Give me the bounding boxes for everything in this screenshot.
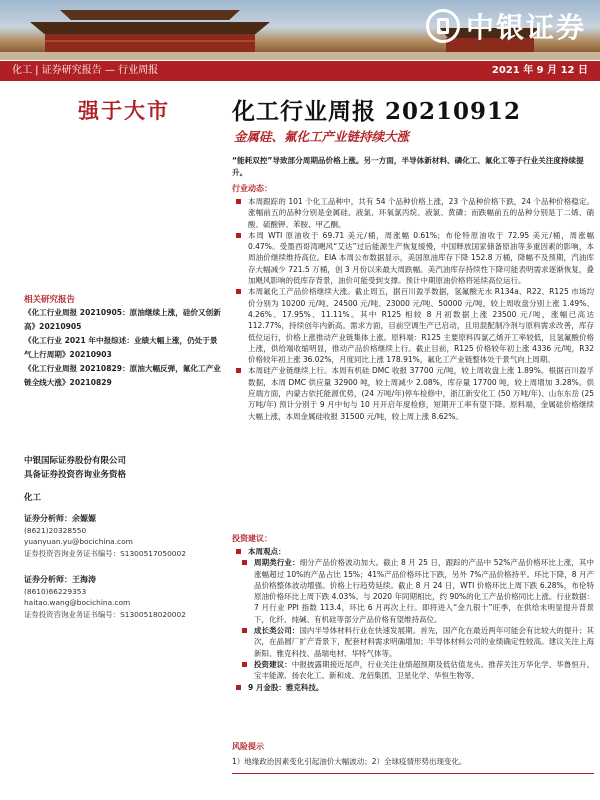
report-title: 化工行业周报 20210912 [232,98,522,125]
analyst-email[interactable]: yuanyuan.yu@bocichina.com [24,537,133,546]
analyst-email[interactable]: haitao.wang@bocichina.com [24,598,131,607]
palace-roof [30,22,270,34]
related-report-item[interactable]: 《化工行业周报 20210905：原油继续上涨，硅价又创新高》20210905 [24,308,221,331]
analyst-name: 证券分析师：王海涛 [24,575,96,584]
industry-bullet: 本周硅产业链继续上行。本周有机硅 DMC 收报 37700 元/吨，较上周收盘上涨 1.89%。根据百川盈孚数据，本周 DMC 供应量 32900 吨，较上周减少 2.08%，库存量 17700 吨，较上周增加 3.28%。供应端方面，内蒙古依托能源优势，(24 万吨/年)停车检修中，浙江新安化工 (50 万吨/年)、山东东岳 (25 万吨/年) 预计分别于 9 月中旬与 10 月开启年度检修，短期开工率有望下降。原料端，金属硅价格继续大幅上涨，本周金属硅收报 31500 元/吨，较上周上涨 8.62%。 [232,365,594,421]
monthly-pick-bullet [232,682,594,693]
footer-divider [232,773,594,774]
analyst-block [24,513,220,559]
related-reports-title: 相关研究报告 [24,295,76,305]
industry-bullet: 本周氟化工产品价格继续大涨。截止周五，据百川盈孚数据，氢氟酸无水 R134a、R22、R125 市场均价分别为 10200 元/吨、24500 元/吨、23000 元/吨、50000 元/吨，较上周收盘分别上涨 1.49%、4.26%、17.95%、11.11%。其中 R125 相较 8 月初数据上涨 23500 元/吨，涨幅已高达 112.77%，持续创年内新高。需求方面，目前空调生产已启动，且用混配制冷剂与原料需求改善，库存低位运行，价格上涨推动产业链集体上涨。原料端：R125 主要原料四氯乙烯开工率较低，且氢氟酸价格上涨，供给端收缩明显，推动产品价格继续上行。截止目前，R125 价格较年初上涨 4336 元/吨，R32 价格较年初上涨 36.02%，月度同比上涨 178.91%，氟化工产业链整体处于景气向上周期。 [232,286,594,365]
investment-bullet [232,625,594,659]
analyst-cert: 证券投资咨询业务证书编号：S1300517050002 [24,548,186,558]
analyst-block [24,574,220,620]
bullet-lead: 本周观点： [248,547,286,556]
bullet-lead: 周期类行业： [254,558,300,568]
bullet-lead: 9 月金股： [248,682,286,692]
industry-bullets [232,196,594,422]
investment-bullet [232,659,594,682]
bullet-text: 中报披露期接近尾声，行业关注业绩超预期及低估值龙头。推荐关注万华化学、华鲁恒升、宝丰能源、扬农化工、新和成、龙佰集团、卫星化学、华恒生物等。 [254,659,595,681]
bullet-lead: 投资建议： [254,659,292,669]
analyst-phone: (8610)66229353 [24,586,87,596]
industry-rating: 强于大市 [78,98,170,123]
company-name: 中银国际证券股份有限公司 具备证券投资咨询业务资格 [24,456,127,480]
palace-steps [0,52,600,60]
palace-hall [45,34,255,52]
sidebar [0,81,220,800]
risk-text: 1）地缘政治因素变化引起油价大幅波动；2）全球疫情形势出现变化。 [232,757,467,766]
brand-name: 中银证券 [465,11,586,44]
industry-bullet: 本周 WTI 原油收于 69.71 美元/桶，周涨幅 0.61%；布伦特原油收于 72.95 美元/桶，周涨幅 0.47%。受墨西哥湾飓风“艾达”过后能源生产恢复缓慢，中国释放国家储备原油等多重因素的影响，本周油价继续维持高位。EIA 本周公布数据显示，美国原油库存下降 152.8 万桶，降幅不及预期，汽油库存大幅减少 721.5 万桶，创 3 月份以来最大周跌幅。美汽油库存持续性下降可能表明需求逐渐恢复，叠加飓风影响的低库存背景，油价可能受到支撑。预计中期原油价格将延续高位运行。 [232,230,594,286]
risk-heading: 风险提示 [232,742,264,751]
header-banner [0,0,600,60]
related-report-item[interactable]: 《化工行业 2021 年中报综述：业绩大幅上涨，仍处于景气上行周期》20210903 [24,336,218,359]
brand-logo [426,6,586,46]
bullet-lead: 成长类公司： [254,626,300,636]
bullet-text: 雅克科技。 [285,682,324,692]
report-category: 化工 | 证券研究报告 — 行业周报 [12,65,159,76]
investment-bullet [232,557,594,625]
industry-bullet: 本周跟踪的 101 个化工品种中，共有 54 个品种价格上涨，23 个品种价格下跌，24 个品种价格稳定。涨幅前五的品种分别是金属硅、液氯、环氧氯丙烷、液氯、黄磷；而跌幅前五的品种分别是丁二烯、硝酸、硫酸钾、苯胺、甲乙酮。 [232,196,594,230]
analyst-name: 证券分析师：余嫄嫄 [24,514,96,523]
analyst-phone: (8621)20328550 [24,525,87,535]
bank-logo-icon [426,9,460,43]
related-reports-list [24,306,224,390]
bullet-text: 细分产品价格波动加大。截止 8 月 25 日，跟踪的产品中 52%产品价格环比上涨，其中涨幅超过 10%的产品占比 15%；41%产品价格环比下跌，另外 7%产品价格持平。环比下降，8 月产品价格整体波动增强。价格上行趋势延续。截止 8 月 24 日，WTI 价格环比上周下跌 6.28%，布伦特原油价格环比上周下跌 4.03%。与 2020 年同期相比，约 90%的化工产品价格同比上涨。行业数据：7 月行业 PPI 指数 113.4，环比 6 月再次上行。即将进入“金九银十”旺季，在供给未明显提升背景下，化纤、纯碱、有机硅等部分产品价格有望维持高位。 [254,558,595,624]
analyst-cert: 证券投资咨询业务证书编号：S1300518020002 [24,609,186,619]
category-bar [0,61,600,81]
report-summary: “能耗双控”导致部分周期品价格上涨。另一方面，半导体新材料、磷化工、氟化工等子行业关注度持续提升。 [232,156,584,177]
sector-label: 化工 [24,493,42,503]
palace-roof-upper [60,10,240,20]
investment-section-heading: 投资建议： [232,534,272,543]
related-report-item[interactable]: 《化工行业周报 20210829：原油大幅反弹，氟化工产业链全线大涨》20210829 [24,364,221,387]
report-date: 2021 年 9 月 12 日 [491,65,588,76]
industry-section-heading: 行业动态： [232,184,272,193]
report-subtitle: 金属硅、氟化工产业链持续大涨 [234,129,410,144]
investment-bullets [232,546,594,693]
bullet-text: 国内半导体材料行业在快速发展期。首先，国产化在最近两年可能会有比较大的提升；其次，在晶圆厂扩产背景下，配套材料需求明确增加；半导体材料公司的业绩确定性较高。建议关注上海新阳、雅克科技、晶瑞电材、华特气体等。 [254,626,595,658]
investment-bullet [232,546,594,557]
